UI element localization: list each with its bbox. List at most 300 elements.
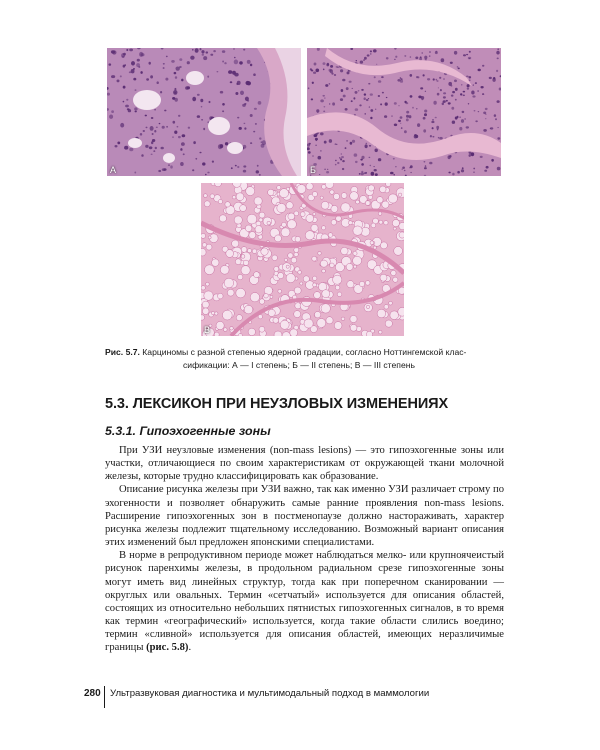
tissue-texture-dot xyxy=(355,91,358,94)
tissue-texture-dot xyxy=(230,81,233,83)
tissue-texture-dot xyxy=(352,140,355,143)
tissue-texture-dot xyxy=(457,171,460,174)
tissue-texture-dot xyxy=(497,167,501,171)
tissue-texture-dot xyxy=(237,166,239,168)
tissue-texture-dot xyxy=(141,154,143,157)
tissue-texture-dot xyxy=(233,48,235,49)
tissue-texture-dot xyxy=(364,97,366,100)
tissue-texture-dot xyxy=(109,115,113,119)
paragraph-3 xyxy=(105,549,504,654)
tissue-texture-cell xyxy=(313,276,317,280)
tissue-texture-cell xyxy=(205,265,215,275)
tissue-texture-cell xyxy=(259,299,264,304)
paragraph-3-text: В норме в репродуктивном периоде может наблюдаться мелко- или крупноячеистый рисунок паренхимы железы, в продольном радиальном срезе гипоэхогенные зоны могут иметь вид линейных структур, тогда как при поперечном сканировании — округлых или овальных. Термин «сетчатый» используется для описания областей, состоящих из относительно небольших пятнистых гипоэхогенных сигналов, в то время как термин «географический» используется, когда такие области слились воедино; термин «сливной» используется для описания областей, имеющих неразличимые границы xyxy=(105,550,504,654)
tissue-texture-cell xyxy=(243,260,248,265)
tissue-texture-dot xyxy=(423,129,426,132)
tissue-texture-dot xyxy=(497,137,500,139)
tissue-texture-dot xyxy=(386,97,388,98)
tissue-texture-dot xyxy=(163,67,165,69)
tissue-texture-dot xyxy=(324,97,325,98)
tissue-texture-cell xyxy=(359,281,364,286)
tissue-texture-dot xyxy=(431,121,434,123)
tissue-texture-cell xyxy=(306,183,313,190)
tissue-texture-dot xyxy=(466,76,469,78)
tissue-texture-cell xyxy=(223,328,227,332)
tissue-texture-dot xyxy=(217,71,219,72)
tissue-texture-cell xyxy=(378,212,382,216)
tissue-texture-cell xyxy=(300,212,305,217)
tissue-texture-dot xyxy=(432,127,434,129)
tissue-texture-dot xyxy=(190,56,194,60)
tissue-texture-dot xyxy=(170,165,173,168)
tissue-texture-dot xyxy=(254,108,257,110)
tissue-texture-cell xyxy=(272,255,278,261)
tissue-texture-dot xyxy=(365,172,367,173)
tissue-texture-dot xyxy=(478,111,479,112)
tissue-texture-dot xyxy=(394,102,397,105)
tissue-texture-cell xyxy=(294,287,301,294)
tissue-texture-dot xyxy=(497,100,500,103)
tissue-texture-dot xyxy=(495,118,497,120)
tissue-texture-dot xyxy=(192,49,194,51)
tissue-texture-dot xyxy=(213,50,216,52)
tissue-texture-dot xyxy=(442,103,444,106)
tissue-texture-dot xyxy=(412,107,414,109)
tissue-texture-dot xyxy=(439,137,443,140)
tissue-texture-dot xyxy=(446,100,448,102)
tissue-texture-dot xyxy=(415,135,418,138)
tissue-texture-dot xyxy=(359,104,361,106)
tissue-texture-dot xyxy=(158,170,161,172)
tissue-texture-dot xyxy=(443,92,446,94)
tissue-texture-dot xyxy=(123,86,126,89)
tissue-texture-dot xyxy=(404,101,406,103)
tissue-texture-cell xyxy=(202,308,209,315)
tissue-texture-dot xyxy=(374,76,376,78)
tissue-texture-dot xyxy=(463,95,465,97)
tissue-texture-dot xyxy=(360,61,363,64)
tissue-texture-cell xyxy=(371,223,376,228)
tissue-texture-dot xyxy=(154,109,156,110)
tissue-texture-dot xyxy=(124,146,128,150)
tissue-texture-dot xyxy=(438,137,439,139)
tissue-texture-cell xyxy=(270,295,273,298)
tissue-texture-dot xyxy=(250,142,252,144)
tissue-texture-dot xyxy=(471,152,475,156)
tissue-texture-cell xyxy=(365,201,370,206)
tissue-texture-dot xyxy=(126,99,128,101)
tissue-texture-dot xyxy=(222,103,225,106)
tissue-texture-dot xyxy=(327,63,329,65)
tissue-texture-cell xyxy=(206,244,212,250)
tissue-texture-dot xyxy=(253,131,255,133)
tissue-texture-dot xyxy=(324,169,326,170)
tissue-texture-dot xyxy=(340,98,343,101)
tissue-texture-dot xyxy=(430,135,432,137)
tissue-texture-dot xyxy=(373,49,377,52)
tissue-texture-cell xyxy=(286,274,295,283)
tissue-texture-dot xyxy=(452,121,455,124)
tissue-texture-dot xyxy=(452,91,455,93)
tissue-texture-dot xyxy=(439,77,441,79)
tissue-texture-dot xyxy=(320,150,322,152)
tissue-texture-dot xyxy=(443,96,446,98)
tissue-texture-dot xyxy=(178,115,180,117)
tissue-texture-dot xyxy=(342,79,345,82)
tissue-texture-dot xyxy=(454,51,457,55)
tissue-texture-dot xyxy=(203,128,205,130)
tissue-texture-dot xyxy=(353,97,355,99)
tissue-texture-dot xyxy=(336,66,338,68)
tissue-texture-dot xyxy=(351,100,353,102)
tissue-texture-dot xyxy=(220,144,224,148)
tissue-texture-dot xyxy=(473,168,475,170)
tissue-texture-cell xyxy=(206,282,210,286)
tissue-texture-dot xyxy=(390,172,394,175)
tissue-texture-cell xyxy=(219,215,226,222)
tissue-texture-cell xyxy=(318,252,322,256)
tissue-texture-dot xyxy=(187,61,190,64)
histology-b-graphic xyxy=(307,48,501,176)
tissue-texture-dot xyxy=(311,70,313,72)
tissue-texture-cell xyxy=(282,222,287,227)
tissue-texture-cell xyxy=(312,192,317,197)
tissue-texture-cell xyxy=(391,270,396,275)
tissue-texture-dot xyxy=(469,76,472,78)
tissue-texture-dot xyxy=(200,99,203,102)
tissue-texture-dot xyxy=(206,51,209,53)
tissue-texture-dot xyxy=(367,54,370,56)
tissue-texture-dot xyxy=(243,49,245,51)
tissue-texture-dot xyxy=(237,117,239,119)
tissue-texture-cell xyxy=(398,193,401,196)
tissue-texture-dot xyxy=(450,62,453,64)
tissue-texture-dot xyxy=(237,81,241,85)
tissue-texture-dot xyxy=(117,80,120,83)
tissue-texture-dot xyxy=(468,103,469,104)
tissue-texture-cell xyxy=(236,315,242,321)
tissue-texture-dot xyxy=(416,108,417,109)
tissue-texture-dot xyxy=(364,57,367,60)
tissue-texture-dot xyxy=(200,48,202,50)
tissue-texture-cell xyxy=(294,311,301,318)
tissue-texture-dot xyxy=(135,89,137,91)
tissue-texture-cell xyxy=(341,317,345,321)
tissue-texture-dot xyxy=(111,110,114,113)
tissue-texture-cell xyxy=(295,236,301,242)
tissue-texture-cell xyxy=(222,310,232,320)
tissue-texture-cell xyxy=(226,250,234,258)
tissue-texture-dot xyxy=(195,158,197,160)
tissue-texture-dot xyxy=(400,116,403,119)
tissue-texture-dot xyxy=(429,51,430,53)
footer-divider xyxy=(104,686,105,708)
tissue-texture-cell xyxy=(366,331,372,336)
tissue-texture-dot xyxy=(244,123,246,124)
tissue-texture-dot xyxy=(451,107,454,110)
tissue-texture-cell xyxy=(254,272,260,278)
tissue-texture-cell xyxy=(313,283,317,287)
tissue-texture-dot xyxy=(354,153,358,156)
tissue-texture-cell xyxy=(335,285,340,290)
tissue-texture-dot xyxy=(324,106,326,107)
tissue-texture-cell xyxy=(333,193,339,199)
tissue-texture-cell xyxy=(305,231,314,240)
tissue-texture-cell xyxy=(211,311,214,314)
tissue-texture-dot xyxy=(143,130,145,132)
tissue-texture-cell xyxy=(277,203,286,212)
tissue-texture-dot xyxy=(149,146,153,149)
tissue-texture-dot xyxy=(415,57,418,60)
tissue-texture-cell xyxy=(254,197,262,205)
tissue-texture-cell xyxy=(291,257,297,263)
tissue-texture-dot xyxy=(164,110,166,112)
tissue-texture-cell xyxy=(244,305,253,314)
tissue-texture-dot xyxy=(466,54,468,55)
tissue-texture-dot xyxy=(133,68,135,70)
tissue-texture-dot xyxy=(469,79,471,81)
tissue-texture-dot xyxy=(485,118,487,119)
tissue-texture-dot xyxy=(247,60,251,64)
tissue-texture-dot xyxy=(343,95,346,98)
tissue-texture-dot xyxy=(469,154,471,157)
tissue-texture-dot xyxy=(125,105,129,108)
tissue-texture-dot xyxy=(463,91,466,93)
tissue-texture-dot xyxy=(404,55,406,56)
tissue-texture-dot xyxy=(192,97,196,102)
tissue-texture-cell xyxy=(286,202,293,209)
tissue-texture-dot xyxy=(195,48,199,53)
tissue-texture-dot xyxy=(192,169,194,171)
tissue-texture-dot xyxy=(365,113,366,115)
tissue-texture-dot xyxy=(410,165,413,168)
tissue-texture-dot xyxy=(467,84,470,87)
tissue-texture-dot xyxy=(250,114,253,117)
tissue-texture-dot xyxy=(177,126,179,128)
tissue-texture-cell xyxy=(267,221,271,225)
tissue-texture-dot xyxy=(157,81,159,84)
tissue-texture-dot xyxy=(222,110,224,112)
tissue-texture-dot xyxy=(309,143,311,145)
tissue-texture-dot xyxy=(463,54,466,56)
tissue-texture-cell xyxy=(394,247,403,256)
tissue-texture-dot xyxy=(109,63,112,65)
tissue-texture-dot xyxy=(461,84,463,85)
tissue-texture-dot xyxy=(366,143,368,144)
tissue-texture-dot xyxy=(256,170,259,173)
tissue-texture-dot xyxy=(369,157,371,158)
tissue-texture-dot xyxy=(421,99,423,101)
tissue-texture-cell xyxy=(227,289,234,296)
tissue-texture-dot xyxy=(424,113,427,116)
tissue-texture-dot xyxy=(374,169,377,171)
tissue-texture-cell xyxy=(379,330,383,334)
tissue-texture-dot xyxy=(433,78,435,80)
tissue-texture-dot xyxy=(466,126,469,128)
tissue-texture-dot xyxy=(416,76,418,78)
tissue-texture-dot xyxy=(162,168,166,171)
tissue-texture-dot xyxy=(151,154,153,155)
tissue-texture-cell xyxy=(225,202,230,207)
tissue-texture-dot xyxy=(308,87,310,89)
tissue-texture-dot xyxy=(183,153,185,155)
tissue-texture-cell xyxy=(297,185,306,194)
tissue-texture-cell xyxy=(268,309,275,316)
tissue-texture-cell xyxy=(333,275,342,284)
tissue-texture-dot xyxy=(352,88,354,89)
tissue-texture-dot xyxy=(365,144,368,148)
tissue-texture-dot xyxy=(432,119,434,121)
tissue-texture-dot xyxy=(394,124,397,127)
tissue-texture-dot xyxy=(312,82,314,84)
tissue-texture-cell xyxy=(388,194,397,203)
tissue-texture-dot xyxy=(201,106,203,108)
tissue-texture-dot xyxy=(334,74,336,76)
tissue-texture-dot xyxy=(149,62,151,65)
tissue-texture-dot xyxy=(496,70,498,72)
tissue-texture-dot xyxy=(243,170,246,173)
tissue-texture-cell xyxy=(201,315,205,320)
tissue-texture-dot xyxy=(329,83,331,84)
panel-b-label: Б xyxy=(310,165,316,175)
tissue-texture-dot xyxy=(482,65,484,67)
tissue-texture-dot xyxy=(401,127,403,128)
tissue-texture-cell xyxy=(326,317,333,324)
tissue-texture-cell xyxy=(220,265,229,274)
tissue-texture-dot xyxy=(482,93,484,95)
tissue-texture-cell xyxy=(350,192,359,201)
tissue-texture-cell xyxy=(281,228,290,237)
tissue-texture-dot xyxy=(448,82,452,86)
tissue-texture-dot xyxy=(404,170,406,171)
tissue-texture-dot xyxy=(423,117,426,120)
tissue-texture-dot xyxy=(212,161,214,163)
tissue-texture-cell xyxy=(322,226,326,230)
tissue-texture-dot xyxy=(316,69,320,73)
tissue-texture-dot xyxy=(234,57,236,59)
tissue-texture-dot xyxy=(398,120,401,122)
tissue-texture-dot xyxy=(448,172,450,174)
tissue-texture-dot xyxy=(178,136,181,138)
tissue-texture-dot xyxy=(366,99,369,101)
tissue-texture-cell xyxy=(380,274,387,281)
tissue-texture-dot xyxy=(239,61,243,64)
tissue-texture-cell xyxy=(353,251,357,255)
tissue-texture-dot xyxy=(494,114,496,117)
tissue-texture-dot xyxy=(134,172,136,174)
tissue-texture-cell xyxy=(366,305,369,308)
tissue-texture-dot xyxy=(319,174,320,175)
tissue-texture-dot xyxy=(484,170,487,172)
tissue-texture-dot xyxy=(361,163,364,166)
tissue-texture-dot xyxy=(250,64,252,67)
tissue-texture-dot xyxy=(155,147,157,149)
tissue-texture-cell xyxy=(322,290,330,298)
tissue-texture-dot xyxy=(380,103,382,105)
tissue-texture-dot xyxy=(181,79,183,82)
tissue-texture-dot xyxy=(187,86,190,89)
tissue-texture-dot xyxy=(378,80,381,83)
tissue-texture-cell xyxy=(377,309,386,318)
tissue-texture-dot xyxy=(323,69,325,71)
tissue-texture-dot xyxy=(153,150,155,152)
tissue-texture-cell xyxy=(384,221,388,225)
tissue-texture-cell xyxy=(306,215,314,223)
tissue-texture-cell xyxy=(240,205,247,212)
tissue-texture-cell xyxy=(218,199,222,203)
tissue-texture-cell xyxy=(232,195,236,199)
tissue-texture-dot xyxy=(335,160,336,161)
tissue-texture-dot xyxy=(423,74,425,76)
tissue-texture-cell xyxy=(389,301,393,305)
tissue-texture-cell xyxy=(280,320,289,329)
tissue-texture-cell xyxy=(337,292,342,297)
tissue-texture-dot xyxy=(156,127,158,128)
tissue-texture-dot xyxy=(370,165,372,166)
tissue-texture-cell xyxy=(322,269,326,273)
tissue-texture-cell xyxy=(218,293,224,299)
tissue-texture-dot xyxy=(253,73,256,76)
tissue-texture-dot xyxy=(436,80,438,82)
histology-image-a xyxy=(107,48,301,176)
tissue-texture-dot xyxy=(467,88,469,90)
tissue-texture-dot xyxy=(410,95,413,98)
tissue-texture-dot xyxy=(480,156,483,158)
tissue-texture-dot xyxy=(485,108,488,110)
tissue-texture-cell xyxy=(321,201,329,209)
tissue-texture-dot xyxy=(243,165,246,167)
tissue-texture-cell xyxy=(268,189,274,195)
tissue-texture-cell xyxy=(234,216,242,224)
tissue-texture-dot xyxy=(330,69,333,73)
tissue-texture-cell xyxy=(298,270,302,274)
tissue-texture-cell xyxy=(346,263,353,270)
tissue-texture-dot xyxy=(492,78,495,82)
tissue-texture-dot xyxy=(370,117,372,119)
tissue-texture-dot xyxy=(393,174,395,176)
tissue-texture-dot xyxy=(406,118,409,121)
tissue-texture-dot xyxy=(228,70,232,74)
tissue-texture-cell xyxy=(278,289,282,293)
tissue-texture-cell xyxy=(379,220,383,224)
tissue-texture-cell xyxy=(382,201,389,208)
panel-c-label: В xyxy=(204,325,211,335)
tissue-texture-dot xyxy=(464,118,465,119)
tissue-texture-dot xyxy=(172,97,175,100)
tissue-texture-dot xyxy=(171,60,175,63)
tissue-texture-dot xyxy=(347,71,350,74)
tissue-texture-dot xyxy=(462,167,464,169)
tissue-texture-dot xyxy=(457,66,459,68)
tissue-texture-dot xyxy=(235,92,238,95)
tissue-texture-cell xyxy=(377,197,383,203)
tissue-texture-dot xyxy=(225,142,228,145)
tissue-texture-dot xyxy=(406,115,409,118)
tissue-texture-dot xyxy=(435,51,437,53)
tissue-texture-dot xyxy=(179,58,182,61)
tissue-texture-dot xyxy=(339,157,340,158)
tissue-texture-dot xyxy=(375,109,376,110)
tissue-texture-dot xyxy=(231,167,233,169)
tissue-texture-dot xyxy=(162,126,165,129)
tissue-texture-dot xyxy=(398,105,399,106)
tissue-texture-cell xyxy=(380,186,387,193)
tissue-texture-dot xyxy=(346,140,348,141)
tissue-texture-cell xyxy=(252,249,257,254)
tissue-texture-dot xyxy=(161,147,164,150)
tissue-texture-dot xyxy=(180,148,182,151)
tissue-texture-dot xyxy=(152,133,154,135)
